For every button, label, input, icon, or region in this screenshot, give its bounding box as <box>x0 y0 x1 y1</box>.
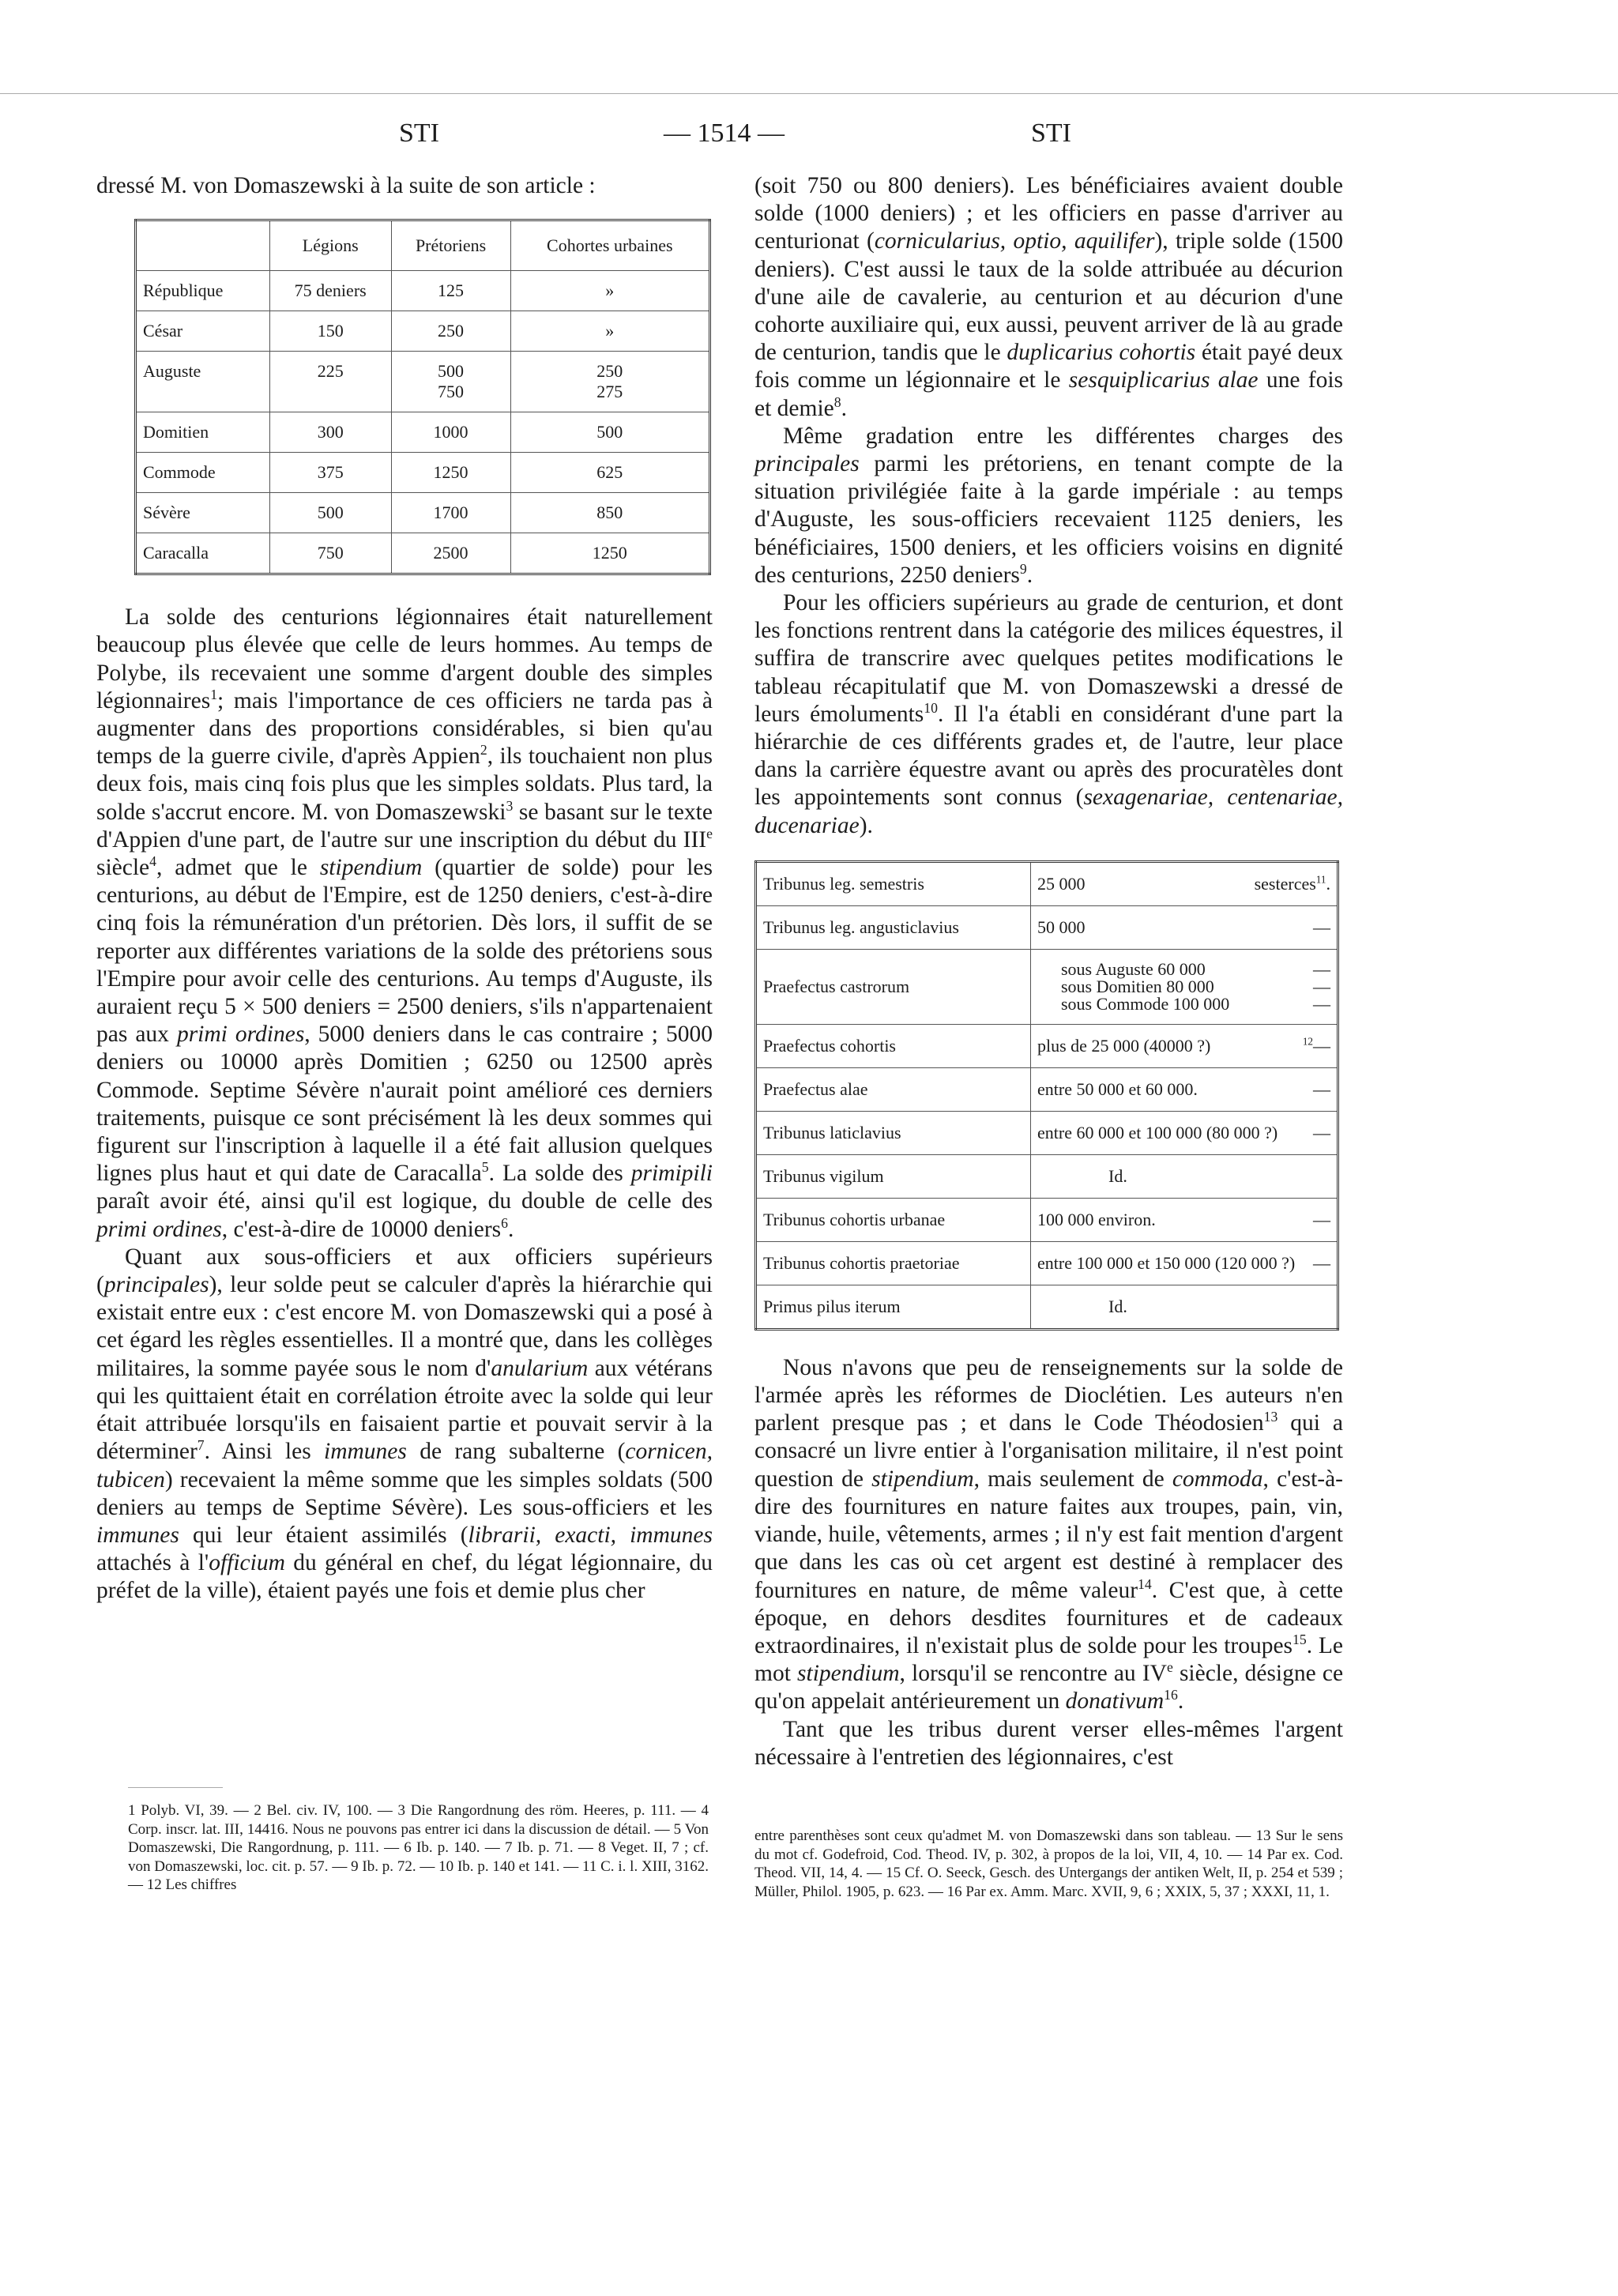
italic-term: principales <box>754 451 860 477</box>
text: Pour les officiers supérieurs au grade de centurion, et dont les fonctions rentrent dans la catégorie des milices équestres, il suffira de transcrire avec quelques petites modifications le tableau récapitulatif que M. von Domaszewski a dressé de leurs émoluments <box>754 590 1343 727</box>
officer-pay-dash: — <box>1313 1209 1330 1229</box>
italic-term: stipendium <box>797 1661 900 1687</box>
officer-pay-cell <box>1031 1067 1338 1111</box>
solde-table-row <box>136 352 710 412</box>
solde-cell: » <box>510 311 709 352</box>
text: parmi les prétoriens, en tenant compte de la situation privilégiée faite à la garde impériale : au temps d'Auguste, les sous-officiers recevaient 1125 deniers, les bénéficiaires, 1500 deniers, et les officiers voisins en dignité des centurions, 2250 deniers <box>754 451 1343 588</box>
officer-title: Praefectus castrorum <box>756 949 1031 1024</box>
officers-table-row <box>756 905 1338 949</box>
footnotes-right: entre parenthèses sont ceux qu'admet M. von Domaszewski dans son tableau. — 13 Sur le sens du mot cf. Godefroid, Cod. Theod. IV, p. 302, à propos de la loi, VII, 4, 10. — 14 Par ex. Cod. Theod. VII, 14, 4. — 15 Cf. O. Seeck, Gesch. des Untergangs der antiken Welt, II, p. 254 et 539 ; Müller, Philol. 1905, p. 623. — 16 Par ex. Amm. Marc. XVII, 9, 6 ; XXIX, 5, 37 ; XXXI, 11, 1. <box>754 1827 1343 1900</box>
century-numeral: IV <box>1142 1661 1167 1687</box>
solde-table <box>134 219 711 575</box>
italic-term: sesquiplicarius alae <box>1068 367 1259 393</box>
text: qui leur étaient assimilés ( <box>179 1522 468 1548</box>
officer-pay-value: Id. <box>1108 1165 1127 1186</box>
running-header <box>0 119 1618 166</box>
solde-row-label: Sévère <box>136 493 270 533</box>
text: de rang subalterne ( <box>406 1439 626 1465</box>
italic-term: immunes <box>96 1522 179 1548</box>
footnote-ref: 1 <box>210 686 218 702</box>
solde-table-row <box>136 271 710 311</box>
officer-pay-suffix <box>1313 958 1330 1014</box>
text: ) recevaient la même somme que les simples soldats (500 deniers au temps de Septime Sévère). Les sous-officiers et les <box>96 1466 713 1520</box>
solde-cell: 625 <box>510 453 709 493</box>
officer-pay-suffix <box>1255 874 1330 894</box>
paragraph <box>96 1244 713 1605</box>
solde-cell: 1700 <box>391 493 510 533</box>
text: ), leur solde peut se calculer d'après la hiérarchie qui existait entre eux : c'est encore M. von Domaszewski qui a posé à cet égard les règles essentielles. Il a montré que, dans les collèges militaires, la somme payée sous le nom d' <box>96 1272 713 1381</box>
officer-pay-value: plus de 25 000 (40000 ?) <box>1037 1035 1211 1056</box>
text: . Il l'a établi en considérant d'une part la hiérarchie de ces différents grades et, de l'autre, leur place dans la carrière équestre avant ou après des procuratèles dont les appointements sont connus ( <box>754 701 1343 811</box>
officer-pay-cell <box>1031 1198 1338 1241</box>
officer-title: Tribunus cohortis praetoriae <box>756 1241 1031 1285</box>
footnote-ref: 9 <box>1019 561 1027 578</box>
officers-table-row <box>756 949 1338 1024</box>
text: , admet que le <box>156 855 307 881</box>
century-numeral: III <box>683 826 707 853</box>
solde-table-header <box>136 220 710 271</box>
text: . La solde des <box>488 1161 623 1187</box>
text: ; mais l'importance de ces officiers ne tarda pas à augmenter dans des proportions considérables, si bien qu'au temps de la guerre civile, d'après Appien <box>96 687 713 770</box>
officer-pay-value: 25 000 <box>1037 873 1086 894</box>
right-column <box>754 172 1343 1771</box>
footnote-ref: 16 <box>1164 1687 1178 1703</box>
officers-table-row <box>756 1285 1338 1329</box>
officer-title: Praefectus alae <box>756 1067 1031 1111</box>
officer-pay-suffix <box>1313 1123 1330 1143</box>
text: (quartier de solde) pour les centurions, au début de l'Empire, est de 1250 deniers, c'est-à-dire cinq fois la rémunération d'un prétorien. Dès lors, il suffit de se reporter aux différentes variations de la solde des prétoriens sous l'Empire pour avoir celle des centurions. Au temps d'Auguste, ils auraient reçu 5 × 500 deniers = 2500 deniers, s'ils n'appartenaient pas aux <box>96 855 713 1048</box>
officer-pay-value: Id. <box>1108 1296 1127 1316</box>
solde-header-cell: Prétoriens <box>391 220 510 271</box>
text: . Le mot <box>754 1632 1343 1687</box>
solde-row-label: Domitien <box>136 412 270 453</box>
footnote-ref: 15 <box>1293 1632 1307 1648</box>
footnote-ref: 14 <box>1138 1575 1152 1592</box>
officers-table-row <box>756 1154 1338 1198</box>
officer-pay-suffix <box>1313 1210 1330 1230</box>
text: , c'est-à-dire de 10000 deniers <box>221 1216 502 1242</box>
solde-header-cell: Légions <box>269 220 391 271</box>
officer-pay-value: sous Auguste 60 000 sous Domitien 80 000 sous Commode 100 000 <box>1061 958 1230 1014</box>
officer-pay-suffix <box>1313 1079 1330 1100</box>
solde-table-row <box>136 311 710 352</box>
text: siècle <box>96 855 150 881</box>
solde-cell: 500 <box>269 493 391 533</box>
header-right: STI <box>1031 119 1071 148</box>
italic-term: librarii, exacti, immunes <box>468 1522 713 1548</box>
text: , mais seulement de <box>973 1466 1165 1492</box>
text: aux vétérans qui les quittaient était en corrélation étroite avec la solde qui leur était attribuée lorsqu'ils en faisaient partie et pouvait servir à la déterminer <box>96 1355 713 1465</box>
footnote-ref: 13 <box>1263 1409 1278 1425</box>
paragraph: La solde des centurions légionnaires était naturellement beaucoup plus élevée que celle de leurs hommes. Au temps de Polybe, ils recevaient une somme d'argent double des simples légionnaires$^1$; mais l'importance de ces officiers ne tarda pas à augmenter dans des proportions considérables, si bien qu'au temps de la guerre civile, d'après Appien$^2$, ils touchaient non plus deux fois, mais cinq fois plus que les simples soldats. Plus tard, la solde s'accrut encore. M. von Domaszewski$^3$ se basant sur le texte d'Appien d'une part, de l'autre sur une inscription du début du IIIe siècle$^4$, admet que le stipendium (quartier de solde) pour les centurions, au début de l'Empire, est de 1250 deniers, c'est-à-dire cinq fois la rémunération d'un prétorien. Dès lors, il suffit de se reporter aux différentes variations de la solde des prétoriens sous l'Empire pour avoir celle des centurions. Au temps d'Auguste, ils auraient reçu 5 × 500 deniers = 2500 deniers, s'ils n'appartenaient pas aux primi ordines, 5000 deniers dans le cas contraire ; 5000 deniers ou 10000 après Domitien ; 6250 ou 12500 après Commode. Septime Sévère n'aurait point amélioré ces derniers traitements, puisque ce sont précisément là les deux sommes qui figurent sur l'inscription à laquelle il a été fait allusion quelques lignes plus haut et qui date de Caracalla$^5$. La solde des primipili paraît avoir été, ainsi qu'il est logique, du double de celle des primi ordines, c'est-à-dire de 10000 deniers$^6$. <box>96 604 713 1242</box>
text: Même gradation entre les différentes charges des <box>783 423 1343 449</box>
solde-cell: 300 <box>269 412 391 453</box>
solde-cell: 250 <box>391 311 510 352</box>
footnote-ref: 8 <box>833 393 841 410</box>
officer-title: Tribunus laticlavius <box>756 1111 1031 1154</box>
footnote-ref: 11 <box>1315 873 1326 886</box>
italic-term: duplicarius cohortis <box>1007 340 1196 366</box>
italic-term: donativum <box>1065 1688 1165 1714</box>
officer-pay-dash: — <box>1313 1122 1330 1142</box>
text: La solde des centurions légionnaires était naturellement beaucoup plus élevée que celle de leurs hommes. Au temps de Polybe, ils recevaient une somme d'argent double des simples légionnaires <box>96 604 713 713</box>
officer-title: Tribunus leg. semestris <box>756 861 1031 905</box>
footnote-ref: 4 <box>149 853 156 870</box>
text: , c'est-à-dire des fournitures en nature faites aux troupes, pain, vin, viande, huile, vêtements, armes ; il n'y est fait mention d'argent que dans les cas où cet argent est destiné à remplacer des fournitures en nature, de même valeur <box>754 1466 1344 1603</box>
officer-pay-dash: — <box>1313 1252 1330 1273</box>
italic-term: stipendium <box>319 855 423 881</box>
paragraph: Nous n'avons que peu de renseignements sur la solde de l'armée après les réformes de Dioclétien. Les auteurs n'en parlent presque pas ; et dans le Code Théodosien$^{13}$ qui a consacré un livre entier à l'organisation militaire, il n'est point question de stipendium, mais seulement de commoda, c'est-à-dire des fournitures en nature faites aux troupes, pain, vin, viande, huile, vêtements, armes ; il n'y est fait mention d'argent que dans les cas où cet argent est destiné à remplacer des fournitures en nature, de même valeur$^{14}$. C'est que, à cette époque, en dehors desdites fournitures et de cadeaux extraordinaires, il n'existait plus de solde pour les troupes$^{15}$. Le mot stipendium, lorsqu'il se rencontre au IVe siècle, désigne ce qu'on appelait antérieurement un donativum$^{16}$. <box>754 1354 1344 1714</box>
italic-term: primi ordines <box>96 1216 222 1242</box>
text: . C'est que, à cette époque, en dehors desdites fournitures et de cadeaux extraordinaires, il n'existait plus de solde pour les troupes <box>754 1577 1343 1658</box>
solde-header-cell <box>136 220 270 271</box>
solde-cell: 75 deniers <box>269 271 391 311</box>
text: ), triple solde (1500 deniers). C'est aussi le taux de la solde attribuée au décurion d'une aile de cavalerie, au centurion et au décurion d'une cohorte auxiliaire qui, eux aussi, peuvent arriver de là au grade de centurion, tandis que le <box>754 228 1343 366</box>
solde-cell: 750 <box>269 533 391 574</box>
solde-row-label: Auguste <box>136 352 270 412</box>
officer-pay-cell <box>1031 1285 1338 1329</box>
paragraph: Même gradation entre les différentes charges des principales parmi les prétoriens, en tenant compte de la situation privilégiée faite à la garde impériale : au temps d'Auguste, les sous-officiers recevaient 1125 deniers, les bénéficiaires, 1500 deniers, et les officiers voisins en dignité des centurions, 2250 deniers$^9$. <box>754 423 1343 588</box>
footnote-ref: 12 <box>1302 1035 1313 1048</box>
text: Nous n'avons que peu de renseignements sur la solde de l'armée après les réformes de Dioclétien. Les auteurs n'en parlent presque pas ; et dans le Code Théodosien <box>754 1354 1343 1436</box>
solde-cell: » <box>510 271 709 311</box>
officers-table-row <box>756 1067 1338 1111</box>
solde-row-label: Commode <box>136 453 270 493</box>
text: paraît avoir été, ainsi qu'il est logique, du double de celle des <box>96 1188 713 1214</box>
left-column <box>96 172 713 1605</box>
solde-cell: 125 <box>391 271 510 311</box>
solde-cell: 150 <box>269 311 391 352</box>
solde-table-row <box>136 453 710 493</box>
solde-cell: 850 <box>510 493 709 533</box>
solde-row-label: République <box>136 271 270 311</box>
solde-table-row <box>136 412 710 453</box>
officers-table-body <box>756 861 1338 1329</box>
text: , ils touchaient non plus deux fois, mais cinq fois plus que les simples soldats. Plus tard, la solde s'accrut encore. M. von Domaszewski <box>96 743 713 825</box>
footnotes-left: 1 Polyb. VI, 39. — 2 Bel. civ. IV, 100. — 3 Die Rangordnung des röm. Heeres, p. 111. — 4 Corp. inscr. lat. III, 14416. Nous ne pouvons pas entrer ici dans la discussion de détail. — 5 Von Domaszewski, Die Rangordnung, p. 111. — 6 Ib. p. 140. — 7 Ib. p. 71. — 8 Veget. II, 7 ; cf. von Domaszewski, loc. cit. p. 57. — 9 Ib. p. 72. — 10 Ib. p. 140 et 141. — 11 C. i. l. XIII, 3162. — 12 Les chiffres <box>128 1802 709 1893</box>
text: était payé deux fois comme un légionnaire et le <box>754 340 1343 393</box>
italic-term: commoda <box>1172 1466 1263 1492</box>
officer-pay-value: 50 000 <box>1037 917 1086 937</box>
text: attachés à l' <box>96 1550 209 1576</box>
officer-pay-suffix <box>1313 1253 1330 1274</box>
officer-title: Tribunus leg. angusticlavius <box>756 905 1031 949</box>
officers-table-row <box>756 861 1338 905</box>
officer-pay-dash: . <box>1326 873 1330 894</box>
officer-pay-value: entre 100 000 et 150 000 (120 000 ?) <box>1037 1252 1296 1273</box>
page-number: — 1514 — <box>664 119 785 148</box>
officer-pay-cell <box>1031 949 1338 1024</box>
footnote-ref: 10 <box>924 700 938 717</box>
solde-row-label: Caracalla <box>136 533 270 574</box>
officer-pay-cell <box>1031 1241 1338 1285</box>
italic-term: cornicen, tubicen <box>96 1439 713 1492</box>
text: . Ainsi les <box>204 1439 311 1465</box>
officer-pay-value: entre 60 000 et 100 000 (80 000 ?) <box>1037 1122 1278 1142</box>
officer-title: Tribunus cohortis urbanae <box>756 1198 1031 1241</box>
solde-table-row <box>136 493 710 533</box>
italic-term: cornicularius, optio, aquilifer <box>874 228 1155 254</box>
text: du général en chef, du légat légionnaire, du préfet de la ville), étaient payés une fois et demie plus cher <box>96 1550 713 1604</box>
text: , 5000 deniers dans le cas contraire ; 5000 deniers ou 10000 après Domitien ; 6250 ou 12500 après Commode. Septime Sévère n'aurait point amélioré ces derniers traitements, puisque ce sont précisément là les deux sommes qui figurent sur l'inscription à laquelle il a été fait allusion quelques lignes plus haut et qui date de Caracalla <box>96 1022 713 1187</box>
italic-term: principales <box>103 1272 209 1298</box>
officer-title: Tribunus vigilum <box>756 1154 1031 1198</box>
officer-title: Primus pilus iterum <box>756 1285 1031 1329</box>
footnote-rule-left <box>128 1787 223 1788</box>
paragraph: (soit 750 ou 800 deniers). Les bénéficiaires avaient double solde (1000 deniers) ; et les officiers en passe d'arriver au centurionat (cornicularius, optio, aquilifer), triple solde (1500 deniers). C'est aussi le taux de la solde attribuée au décurion d'une aile de cavalerie, au centurion et au décurion d'une cohorte auxiliaire qui, eux aussi, peuvent arriver de là au grade de centurion, tandis que le duplicarius cohortis était payé deux fois comme un légionnaire et le sesquiplicarius alae une fois et demie$^8$. <box>754 173 1344 421</box>
officers-table-row <box>756 1024 1338 1067</box>
officer-pay-dash: — <box>1313 917 1330 937</box>
solde-cell: 1250 <box>510 533 709 574</box>
officers-table-row <box>756 1111 1338 1154</box>
italic-term: immunes <box>324 1439 407 1465</box>
italic-term: anularium <box>491 1355 589 1381</box>
footnote-ref: 5 <box>481 1159 489 1176</box>
solde-header-cell: Cohortes urbaines <box>510 220 709 271</box>
italic-term: sexagenariae, centenariae, ducenariae <box>754 785 1343 838</box>
footnote-ref: 2 <box>480 742 487 758</box>
officer-pay-cell <box>1031 861 1338 905</box>
officers-table <box>754 860 1339 1331</box>
text: Quant aux sous-officiers et aux officiers supérieurs ( <box>96 1244 713 1298</box>
paragraph: Tant que les tribus durent verser elles-mêmes l'argent nécessaire à l'entretien des légionnaires, c'est <box>754 1716 1343 1770</box>
solde-cell: 375 <box>269 453 391 493</box>
officer-pay-dash: — <box>1313 1035 1330 1056</box>
officer-pay-cell <box>1031 1111 1338 1154</box>
solde-cell: 500 <box>510 412 709 453</box>
footnote-ref: 3 <box>506 797 514 814</box>
solde-cell: 2500 <box>391 533 510 574</box>
footnote-ref: 7 <box>197 1437 205 1454</box>
officer-pay-value: entre 50 000 et 60 000. <box>1037 1078 1198 1099</box>
officer-pay-suffix <box>1313 917 1330 938</box>
solde-cell: 225 <box>269 352 391 412</box>
text: se basant sur le texte d'Appien d'une part, de l'autre sur une inscription du début du <box>96 799 713 853</box>
solde-cell: 500 750 <box>391 352 510 412</box>
italic-term: stipendium <box>871 1466 974 1492</box>
officer-title: Praefectus cohortis <box>756 1024 1031 1067</box>
italic-term: primipili <box>630 1161 713 1187</box>
text: , lorsqu'il se rencontre au <box>899 1661 1136 1687</box>
solde-row-label: César <box>136 311 270 352</box>
text: qui a consacré un livre entier à l'organisation militaire, il n'est point question de <box>754 1410 1343 1492</box>
officer-pay-value: 100 000 environ. <box>1037 1209 1156 1229</box>
solde-cell: 1000 <box>391 412 510 453</box>
text: une fois et demie <box>754 367 1344 421</box>
officers-table-row <box>756 1241 1338 1285</box>
text: (soit 750 ou 800 deniers). Les bénéficiaires avaient double solde (1000 deniers) ; et les officiers en passe d'arriver au centurionat ( <box>754 173 1343 254</box>
officer-pay-dash: — <box>1313 1078 1330 1099</box>
solde-table-body <box>136 271 710 574</box>
officer-pay-cell <box>1031 905 1338 949</box>
italic-term: primi ordines <box>176 1022 305 1048</box>
paragraph <box>754 589 1343 840</box>
solde-cell: 250 275 <box>510 352 709 412</box>
officer-pay-cell <box>1031 1024 1338 1067</box>
solde-cell: 1250 <box>391 453 510 493</box>
officer-pay-cell <box>1031 1154 1338 1198</box>
footnote-ref: 6 <box>501 1214 509 1231</box>
italic-term: officium <box>209 1550 285 1576</box>
text: siècle, désigne ce qu'on appelait antérieurement un <box>754 1661 1344 1714</box>
scan-top-rule <box>0 93 1618 94</box>
header-left: STI <box>399 119 439 148</box>
officers-table-row <box>756 1198 1338 1241</box>
text: ). <box>859 812 873 838</box>
officer-pay-dash: — — — <box>1313 958 1330 1014</box>
solde-table-row <box>136 533 710 574</box>
officer-pay-suffix <box>1303 1036 1330 1056</box>
intro-line: dressé M. von Domaszewski à la suite de son article : <box>96 173 596 198</box>
officer-pay-unit: sesterces <box>1254 873 1316 894</box>
